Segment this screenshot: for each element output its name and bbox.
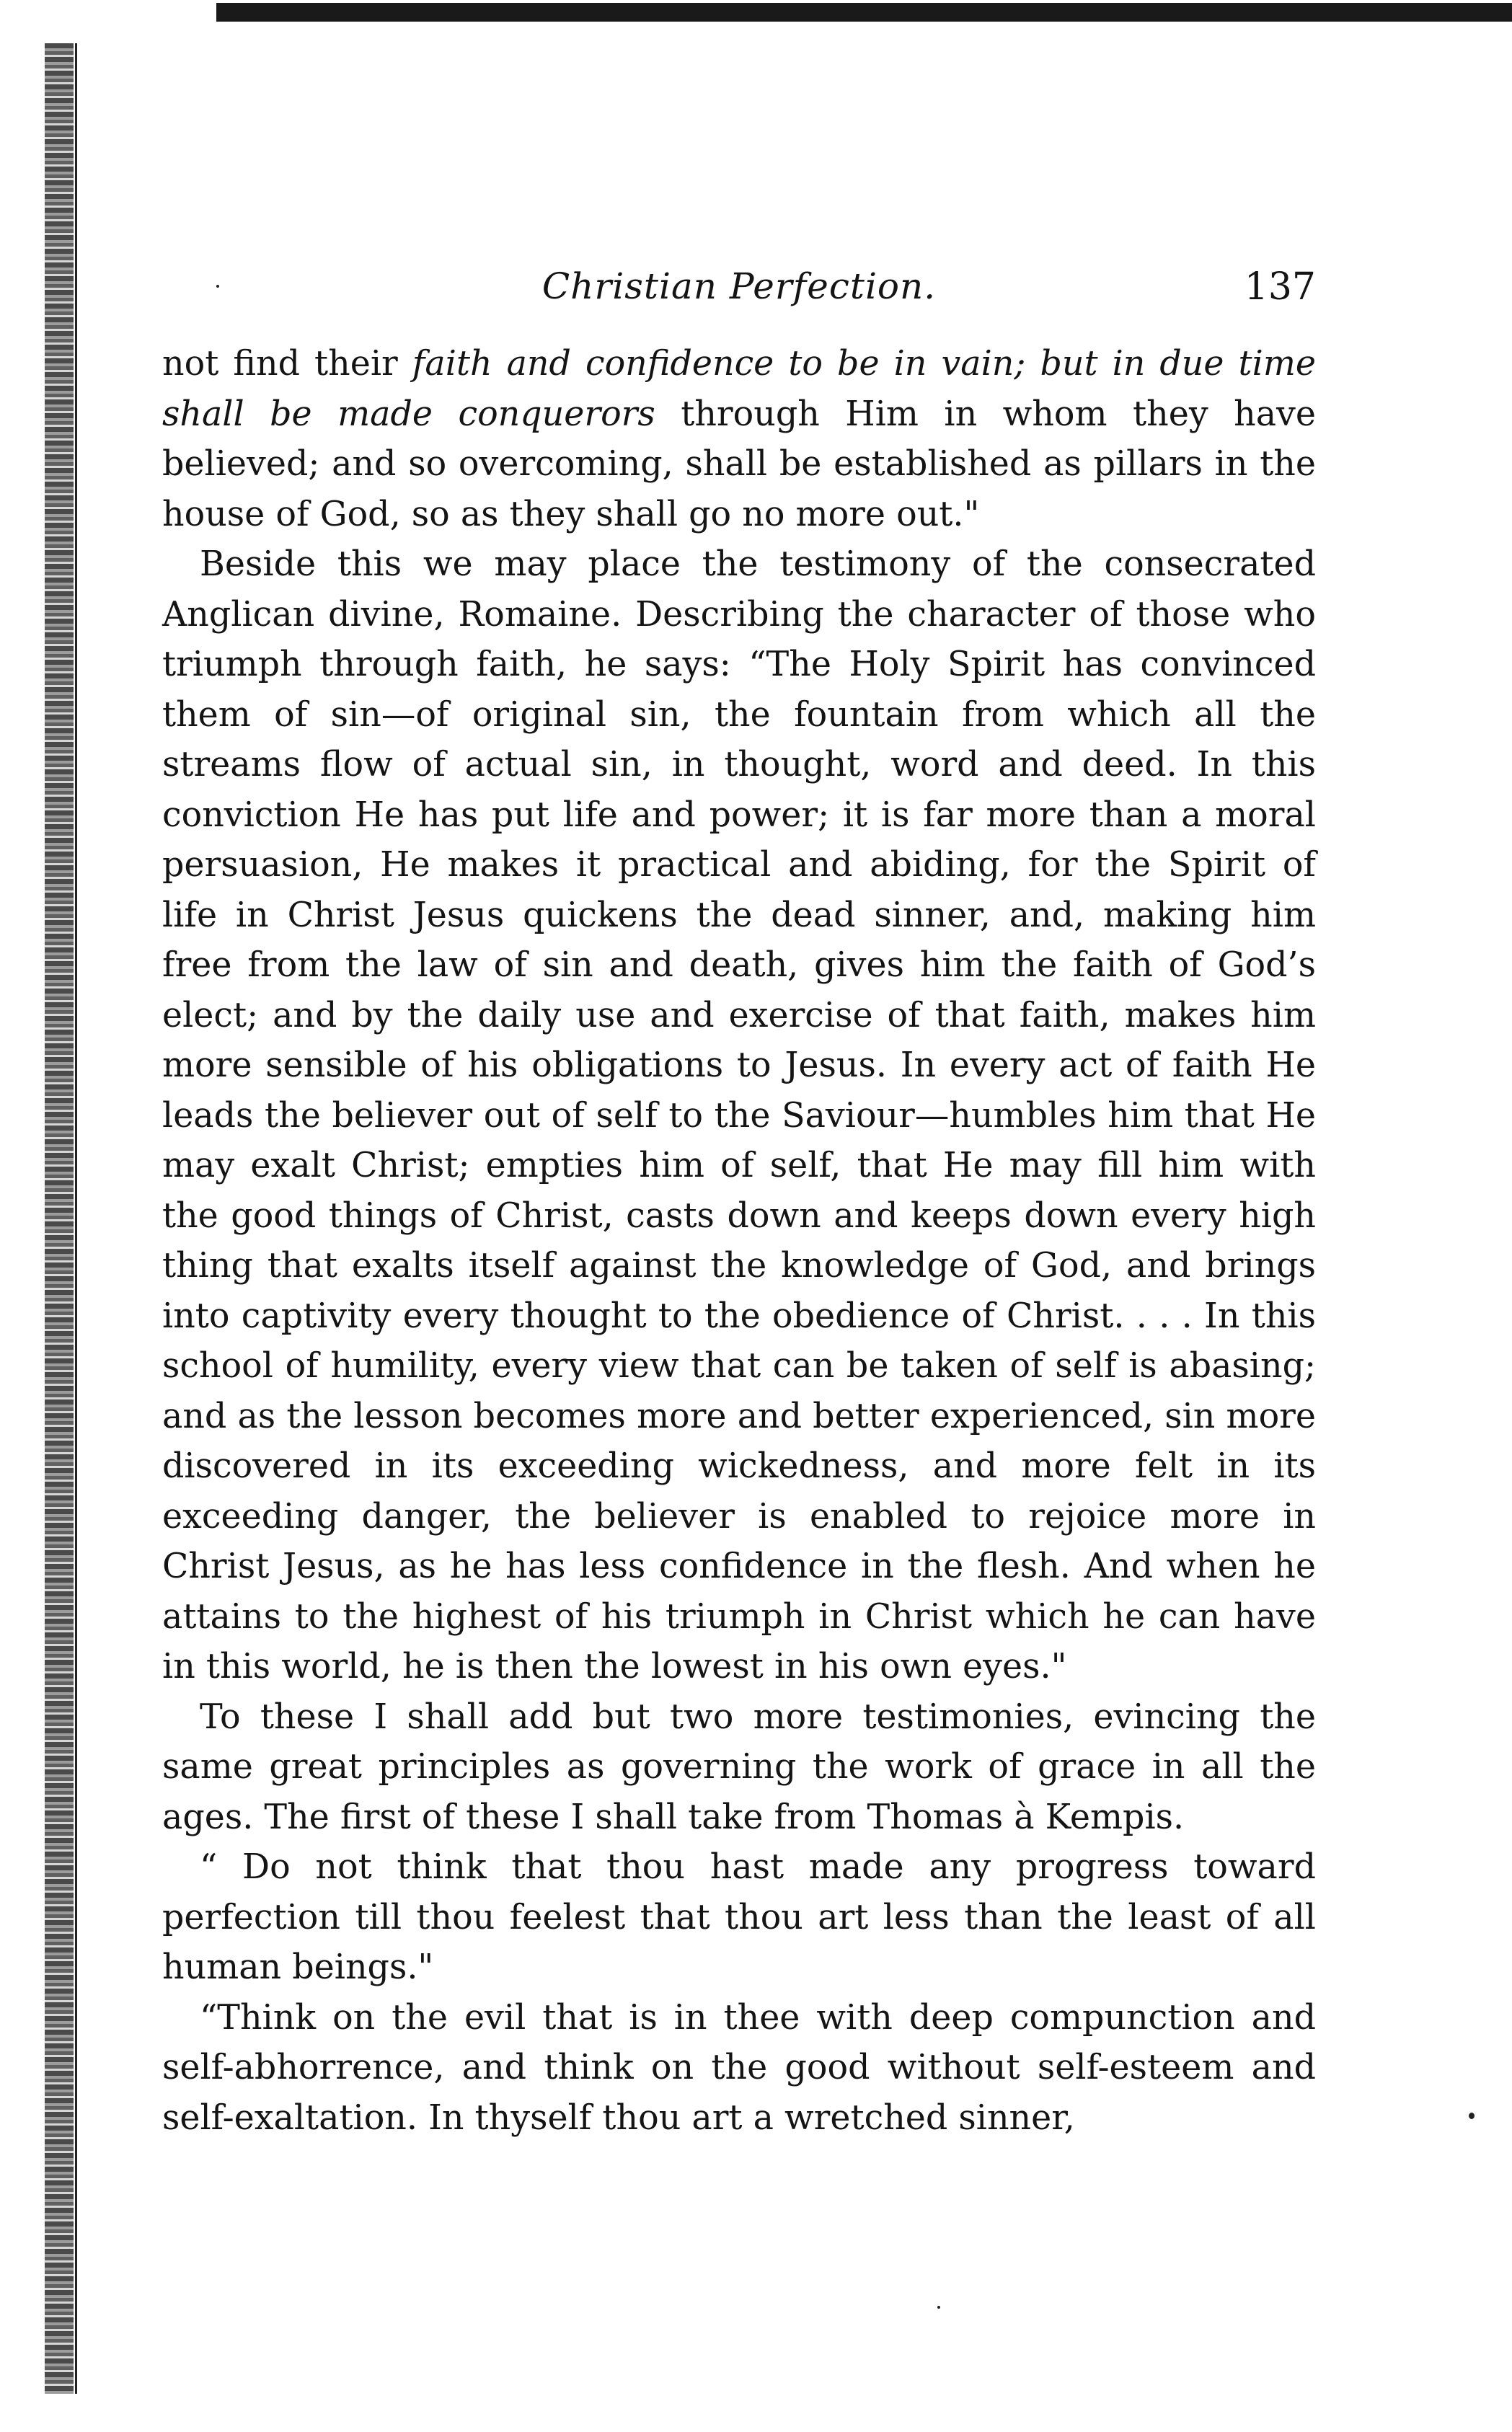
top-scan-border [216,0,1512,36]
scan-speck [1469,2113,1475,2119]
text-segment: “ Do not think that thou hast made any progress toward perfection till thou feelest that thou art less than the least of all human beings." [162,1847,1316,1987]
text-segment: through Him in whom they have believed; and so overcoming, shall be established as pillars in the house of God, so as they shall go no more out." [162,394,1316,534]
running-title: Christian Perfection. [541,265,937,307]
binding-edge [45,43,74,2394]
text-segment: “Think on the evil that is in thee with deep compunction and self-abhorrence, and think on the good without self-esteem and self-exaltation. In thyself thou art a wretched sinner, [162,1997,1316,2138]
text-segment: not find their [162,344,412,384]
body-text [162,339,1316,2143]
paragraph [162,1842,1316,1993]
page-number: 137 [1244,265,1316,309]
italic-text-segment: faith and confidence to be in vain; but in due time shall be made conquerors [162,344,1316,434]
binding-line [75,43,77,2394]
paragraph [162,339,1316,539]
scan-speck [216,285,219,288]
text-segment: To these I shall add but two more testimonies, evincing the same great principles as governing the work of grace in all the ages. The first of these I shall take from Thomas à Kempis. [162,1697,1316,1837]
running-head [162,265,1316,316]
paragraph [162,539,1316,1692]
paragraph [162,1692,1316,1843]
scan-speck [937,2306,940,2309]
paragraph [162,1993,1316,2144]
text-segment: Beside this we may place the testimony of the consecrated Anglican divine, Romaine. Describing the character of those who triumph through faith, he says: “The Holy Spirit has convinced them of sin—of original sin, the fountain from which all the streams flow of actual sin, in thought, word and deed. In this conviction He has put life and power; it is far more than a moral persuasion, He makes it practical and abiding, for the Spirit of life in Christ Jesus quickens the dead sinner, and, making him free from the law of sin and death, gives him the faith of God’s elect; and by the daily use and exercise of that faith, makes him more sensible of his obligations to Jesus. In every act of faith He leads the believer out of self to the Saviour—humbles him that He may exalt Christ; empties him of self, that He may fill him with the good things of Christ, casts down and keeps down every high thing that exalts itself against the knowledge of God, and brings into captivity every thought to the obedience of Christ. . . . In this school of humility, every view that can be taken of self is abasing; and as the lesson becomes more and better experienced, sin more discovered in its exceeding wickedness, and more felt in its exceeding danger, the believer is enabled to rejoice more in Christ Jesus, as he has less confidence in the flesh. And when he attains to the highest of his triumph in Christ which he can have in this world, he is then the lowest in his own eyes." [162,544,1316,1686]
